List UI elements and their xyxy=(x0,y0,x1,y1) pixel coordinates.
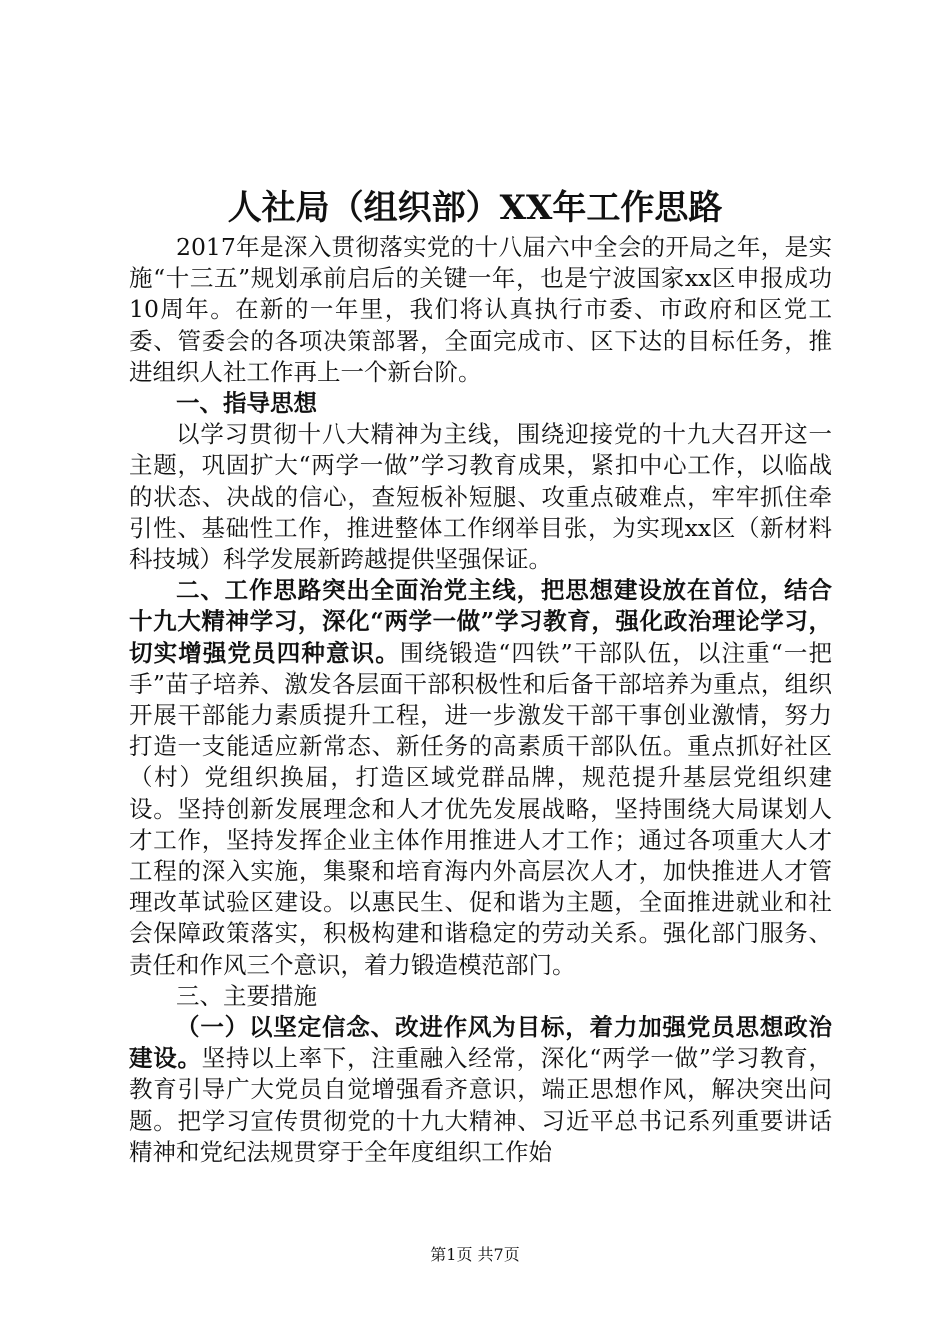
section-heading-work-approach: 二、工作思路突出全面治党主线，把思想建设放在首位，结合十九大精神学习，深化“两学一做”学习教育，强化政治理论学习，切实增强党员四种意识。 xyxy=(129,576,832,667)
section-heading-guiding-ideology: 一、指导思想 xyxy=(176,389,317,418)
intro-paragraph: 2017年是深入贯彻落实党的十八届六中全会的开局之年，是实施“十三五”规划承前启后的关键一年，也是宁波国家xx区申报成功10周年。在新的一年里，我们将认真执行市委、市政府和区党工委、管委会的各项决策部署，全面完成市、区下达的目标任务，推进组织人社工作再上一个新台阶。 xyxy=(129,233,832,386)
section-paragraph-work-approach xyxy=(129,575,832,981)
subsection-text-1: 坚持以上率下，注重融入经常，深化“两学一做”学习教育，教育引导广大党员自觉增强看齐意识，端正思想作风，解决突出问题。把学习宣传贯彻党的十九大精神、习近平总书记系列重要讲话精神和党纪法规贯穿于全年度组织工作始 xyxy=(129,1044,832,1166)
section-heading-main-measures: 三、主要措施 xyxy=(176,981,317,1010)
subsection-paragraph-1 xyxy=(129,1012,832,1168)
page-number-footer: 第1页 共7页 xyxy=(430,1245,520,1264)
document-body xyxy=(129,232,832,1168)
work-approach-text: 围绕锻造“四铁”干部队伍，以注重“一把手”苗子培养、激发各层面干部积极性和后备干部培养为重点，组织开展干部能力素质提升工程，进一步激发干部干事创业激情，努力打造一支能适应新常态、新任务的高素质干部队伍。重点抓好社区（村）党组织换届，打造区域党群品牌，规范提升基层党组织建设。坚持创新发展理念和人才优先发展战略，坚持围绕大局谋划人才工作，坚持发挥企业主体作用推进人才工作；通过各项重大人才工程的深入实施，集聚和培育海内外高层次人才，加快推进人才管理改革试验区建设。以惠民生、促和谐为主题，全面推进就业和社会保障政策落实，积极构建和谐稳定的劳动关系。强化部门服务、责任和作风三个意识，着力锻造模范部门。 xyxy=(129,638,832,979)
document-title: 人社局（组织部）XX年工作思路 xyxy=(227,188,723,228)
section-paragraph-guiding-ideology: 以学习贯彻十八大精神为主线，围绕迎接党的十九大召开这一主题，巩固扩大“两学一做”学习教育成果，紧扣中心工作，以临战的状态、决战的信心，查短板补短腿、攻重点破难点，牢牢抓住牵引性、基础性工作，推进整体工作纲举目张，为实现xx区（新材料科技城）科学发展新跨越提供坚强保证。 xyxy=(129,420,832,574)
subsection-heading-1: （一）以坚定信念、改进作风为目标，着力加强党员思想政治建设。 xyxy=(129,1013,832,1073)
